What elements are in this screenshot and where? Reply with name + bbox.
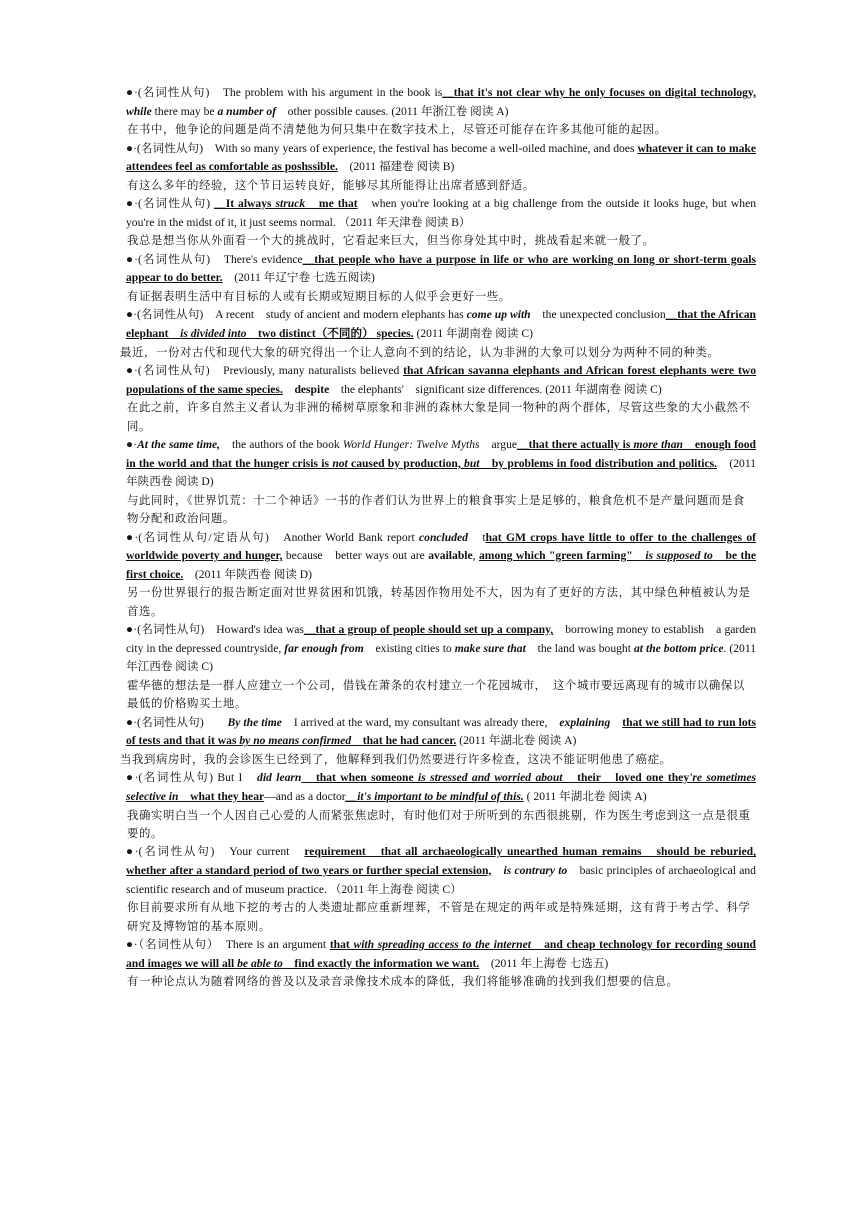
english-sentence: ●·(名词性从句) Your current requirement that all archaeologically unearthed human remains should be reburied, whether after a standard period of two years or further special extension, is contrary to basic principles of archaeological and scientific research and of museum practice. （2011 年上海卷 阅读 C） [126,845,756,896]
english-sentence: ●·(名词性从句) A recent study of ancient and modern elephants has come up with the unexpected conclusion__that the African elephant is divided into two distinct（不同的） species. (2011 年湖南卷 阅读 C) [126,308,756,340]
english-sentence: ●·(名词性从句) The problem with his argument in the book is__that it's not clear why he only focuses on digital technology, while there may be a number of other possible causes. (2011 年浙江卷 阅读 A) [126,86,756,118]
chinese-translation: 当我到病房时，我的会诊医生已经到了，他解释到我们仍然要进行许多检查，这决不能证明他患了癌症。 [120,753,672,766]
chinese-translation: 有一种论点认为随着网络的普及以及录音录像技术成本的降低，我们将能够准确的找到我们想要的信息。 [127,976,679,989]
entry-1 [126,84,756,140]
entry-10 [120,714,756,770]
english-sentence: ●·(名词性从句) By the time I arrived at the ward, my consultant was already there, explaining that we still had to run lots of tests and that it was by no means confirmed that he had cancer. (2011 年湖北卷 阅读 A) [126,715,756,748]
english-sentence: ●·(名词性从句) There's evidence__that people who have a purpose in life or who are working on long or short-term goals appear to do better. (2011 年辽宁卷 七选五阅读) [126,252,757,285]
chinese-translation: 你目前要求所有从地下挖的考古的人类遗址都应重新埋葬，不管是在规定的两年或是特殊延期，这有背于考古学、科学研究及博物馆的基本原则。 [127,902,751,933]
english-sentence: ●·（名词性从句） There is an argument that with spreading access to the internet and cheap technology for recording sound and images we will all be able to find exactly the information we want. (2011 年上海卷 七选五) [126,937,756,970]
entry-7 [126,436,756,529]
chinese-translation: 与此同时，《世界饥荒：十二个神话》一书的作者们认为世界上的粮食事实上是足够的，粮食危机不是产量问题而是食物分配和政治问题。 [127,494,745,526]
english-sentence: ●·(名词性从句) But I did learn that when someone is stressed and worried about their loved one they're sometimes selective in what they hear—and as a doctor__it's important to be mindful of this. ( 2011 年湖北卷 阅读 A) [126,771,756,803]
chinese-translation: 最近，一份对古代和现代大象的研究得出一个让人意向不到的结论，认为非洲的大象可以划分为两种不同的种类。 [120,346,720,359]
entry-11 [126,769,756,843]
entry-13 [126,936,756,992]
entry-3 [126,195,756,251]
english-sentence: ●·(名词性从句/定语从句) Another World Bank report concluded that GM crops have little to offer to the challenges of worldwide poverty and hunger, because better ways out are available, among which "green farming" is supposed to be the first choice. (2011 年陕西卷 阅读 D) [126,530,756,581]
entry-8 [126,529,756,622]
entry-6 [126,362,756,436]
english-sentence: ●·At the same time, the authors of the book World Hunger: Twelve Myths argue__that there actually is more than enough food in the world and that the hunger crisis is not caused by production, but by problems in food distribution and politics. (2011 年陕西卷 阅读 D) [126,437,756,489]
chinese-translation: 有这么多年的经验，这个节日运转良好，能够尽其所能得让出席者感到舒适。 [127,179,535,192]
english-sentence: ●·(名词性从句) Howard's idea was__that a group of people should set up a company, borrowing money to establish a garden city in the depressed countryside, far enough from existing cities to make sure that the land was bought at the bottom price. (2011 年江西卷 阅读 C) [126,623,757,674]
chinese-translation: 另一份世界银行的报告断定面对世界贫困和饥饿，转基因作物用处不大，因为有了更好的方法，其中绿色种植被认为是首选。 [127,587,751,618]
chinese-translation: 在书中，他争论的问题是尚不清楚他为何只集中在数字技术上，尽管还可能存在许多其他可能的起因。 [127,124,667,137]
entry-2 [126,140,756,196]
chinese-translation: 霍华德的想法是一群人应建立一个公司，借钱在萧条的农村建立一个花园城市， 这个城市要远离现有的城市以确保以最低的价格购买土地。 [127,679,745,711]
english-sentence: ●·(名词性从句) __It always struck me that when you're looking at a big challenge from the outside it looks huge, but when you're in the midst of it, it just seems normal. （2011 年天津卷 阅读 B） [126,197,757,229]
entry-4 [126,251,756,307]
english-sentence: ●·(名词性从句) With so many years of experience, the festival has become a well-oiled machine, and does whatever it can to make attendees feel as comfortable as poshssible. (2011 福建卷 阅读 B) [126,141,756,174]
english-sentence: ●·(名词性从句) Previously, many naturalists believed that African savanna elephants and African forest elephants were two populations of the same species. despite the elephants' significant size differences. (2011 年湖南卷 阅读 C) [126,363,756,396]
chinese-translation: 我确实明白当一个人因自己心爱的人而紧张焦虑时，有时他们对于所听到的东西很挑剔，作为医生考虑到这一点是很重要的。 [127,809,751,840]
entry-12 [126,843,756,936]
entry-9 [126,621,756,714]
chinese-translation: 我总是想当你从外面看一个大的挑战时，它看起来巨大，但当你身处其中时，挑战看起来就一般了。 [127,235,655,248]
entry-5 [120,306,756,362]
chinese-translation: 在此之前，许多自然主义者认为非洲的稀树草原象和非洲的森林大象是同一物种的两个群体，尽管这些象的大小截然不同。 [127,402,751,433]
chinese-translation: 有证据表明生活中有目标的人或有长期或短期目标的人似乎会更好一些。 [127,290,511,303]
